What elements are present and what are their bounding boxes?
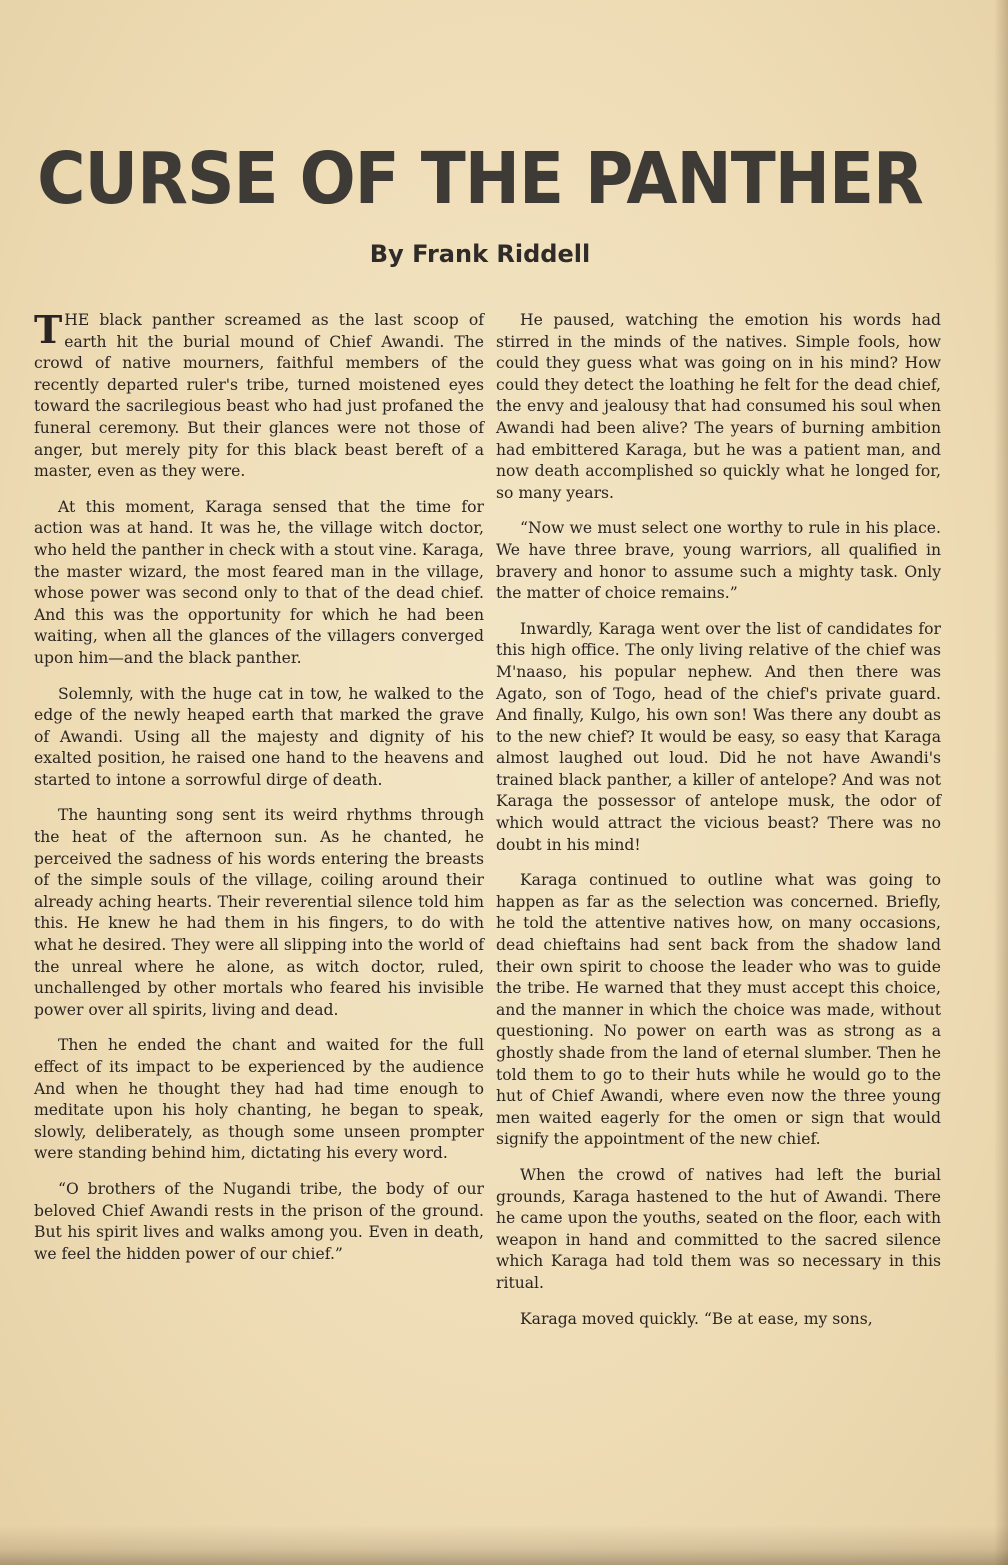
left-column: [34, 307, 484, 1279]
drop-cap: T: [34, 307, 63, 352]
page-bottom-shadow: [0, 1525, 1008, 1565]
paragraph: Solemnly, with the huge cat in tow, he walked to the edge of the newly heaped earth that marked the grave of Awandi. Using all the majesty and dignity of his exalted position, he raised one hand to the heavens and started to intone a sorrowful dirge of death.: [34, 684, 484, 789]
paragraph: He paused, watching the emotion his words had stirred in the minds of the natives. Simple fools, how could they guess what was going on in his mind? How could they detect the loathing he felt for the dead chief, the envy and jealousy that had consumed his soul when Awandi had been alive? The years of burning ambition had embittered Karaga, but he was a patient man, and now death accomplished so quickly what he longed for, so many years.: [496, 311, 941, 502]
paragraph: When the crowd of natives had left the burial grounds, Karaga hastened to the hut of Awandi. There he came upon the youths, seated on the floor, each with weapon in hand and committed to the sacred silence which Karaga had told them was so necessary in this ritual.: [496, 1165, 941, 1292]
paragraph: The haunting song sent its weird rhythms through the heat of the afternoon sun. As he chanted, he perceived the sadness of his words entering the breasts of the simple souls of the village, coiling around their already aching hearts. Their reverential silence told him this. He knew he had them in his fingers, to do with what he desired. They were all slipping into the world of the unreal where he alone, as witch doctor, ruled, unchallenged by other mortals who feared his invisible power over all spirits, living and dead.: [34, 806, 484, 1019]
opening-paragraph: [34, 307, 484, 483]
paragraph: “O brothers of the Nugandi tribe, the body of our beloved Chief Awandi rests in the prison of the ground. But his spirit lives and walks among you. Even in death, we feel the hidden power of our chief.”: [34, 1179, 484, 1263]
page-edge-shadow: [994, 0, 1008, 1565]
paragraph: “Now we must select one worthy to rule in his place. We have three brave, young warriors, all qualified in bravery and honor to assume such a mighty task. Only the matter of choice remains.”: [496, 519, 941, 603]
article-byline: By Frank Riddell: [369, 240, 591, 268]
paragraph: Then he ended the chant and waited for the full effect of its impact to be experienced by the audience And when he thought they had had time enough to meditate upon his holy chanting, he began to speak, slowly, deliberately, as though some unseen prompter were standing behind him, dictating his every word.: [34, 1036, 484, 1163]
right-column: [496, 310, 941, 1344]
paragraph: At this moment, Karaga sensed that the time for action was at hand. It was he, the village witch doctor, who held the panther in check with a stout vine. Karaga, the master wizard, the most feared man in the village, whose power was second only to that of the dead chief. And this was the opportunity for which he had been waiting, when all the glances of the villagers converged upon him—and the black panther.: [34, 497, 484, 667]
paragraph: Inwardly, Karaga went over the list of candidates for this high office. The only living relative of the chief was M'naaso, his popular nephew. And then there was Agato, son of Togo, head of the chief's private guard. And finally, Kulgo, his own son! Was there any doubt as to the new chief? It would be easy, so easy that Karaga almost laughed out loud. Did he not have Awandi's trained black panther, a killer of antelope? And was not Karaga the possessor of antelope musk, the odor of which would attract the vicious beast? There was no doubt in his mind!: [496, 619, 941, 854]
opening-text: HE black panther screamed as the last scoop of earth hit the burial mound of Chief Awandi. The crowd of native mourners, faithful members of the recently departed ruler's tribe, turned moistened eyes toward the sacrilegious beast who had just profaned the funeral ceremony. But their glances were not those of anger, but merely pity for this black beast bereft of a master, even as they were.: [34, 311, 484, 481]
paragraph: Karaga continued to outline what was going to happen as far as the selection was concerned. Briefly, he told the attentive natives how, on many occasions, dead chieftains had sent back from the shadow land their own spirit to choose the leader who was to guide the tribe. He warned that they must accept this choice, and the manner in which the choice was made, without questioning. No power on earth was as strong as a ghostly shade from the land of eternal slumber. Then he told them to go to their huts while he would go to the hut of Chief Awandi, where even now the three young men waited eagerly for the omen or sign that would signify the appointment of the new chief.: [496, 871, 941, 1149]
paragraph: Karaga moved quickly. “Be at ease, my sons,: [520, 1309, 873, 1328]
article-title: CURSE OF THE PANTHER: [37, 136, 923, 221]
